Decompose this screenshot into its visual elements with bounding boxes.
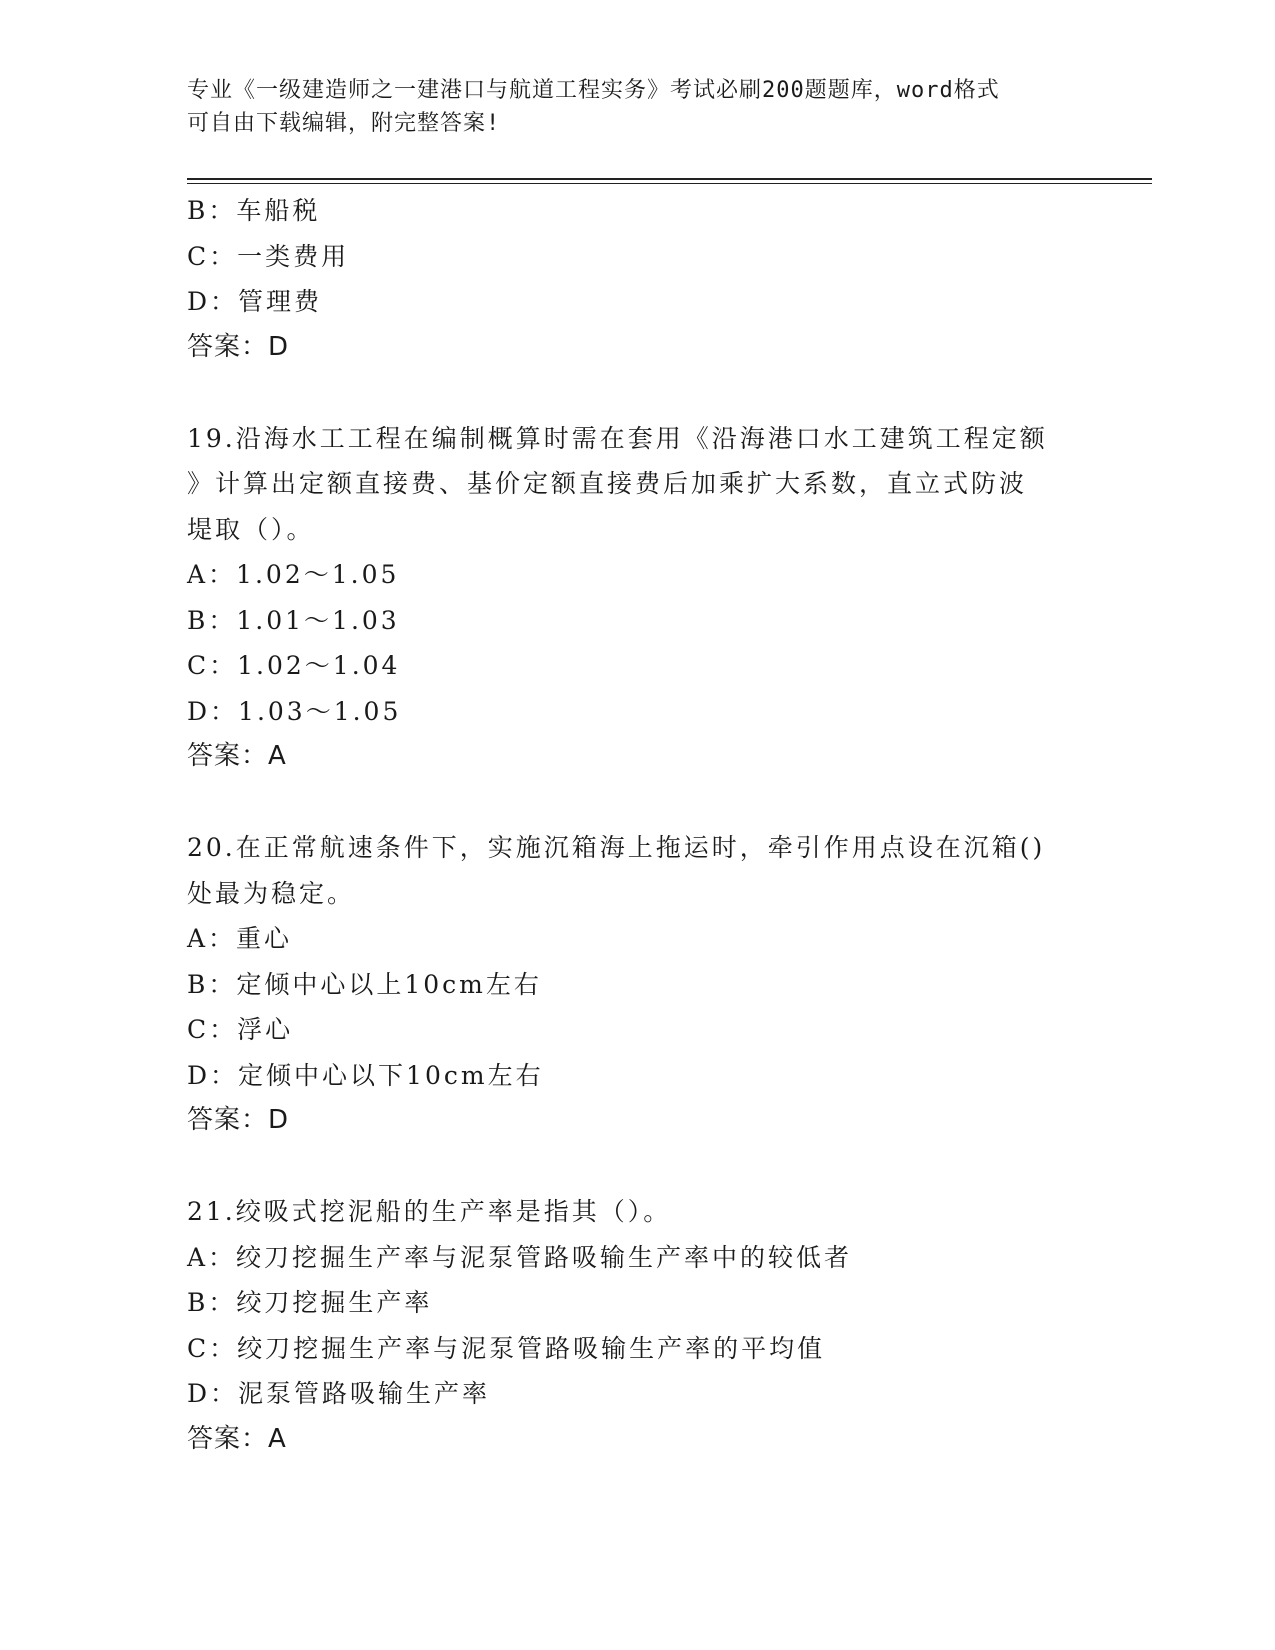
question-stem-line: 19.沿海水工工程在编制概算时需在套用《沿海港口水工建筑工程定额 xyxy=(187,423,1048,453)
option-c: C：浮心 xyxy=(187,1015,294,1044)
question-19 xyxy=(187,416,1087,780)
option-d: D：泥泵管路吸输生产率 xyxy=(187,1379,491,1408)
answer: 答案：D xyxy=(187,331,290,362)
option-c: C：一类费用 xyxy=(187,241,350,271)
option-c: C：绞刀挖掘生产率与泥泵管路吸输生产率的平均值 xyxy=(187,1333,826,1363)
question-stem-line: 》计算出定额直接费、基价定额直接费后加乘扩大系数，直立式防波 xyxy=(187,469,1028,498)
option-a: A：重心 xyxy=(187,924,293,953)
question-stem-line: 堤取（）。 xyxy=(187,514,315,544)
option-a: A：1.02～1.05 xyxy=(187,560,400,589)
question-18 xyxy=(187,188,1087,370)
header-line-1: 专业《一级建造师之一建港口与航道工程实务》考试必刷200题题库，word格式 xyxy=(187,78,1000,103)
option-c: C：1.02～1.04 xyxy=(187,651,401,680)
header-divider-thin xyxy=(187,183,1152,184)
question-stem-line: 21.绞吸式挖泥船的生产率是指其（）。 xyxy=(187,1197,672,1226)
option-a: A：绞刀挖掘生产率与泥泵管路吸输生产率中的较低者 xyxy=(187,1242,853,1272)
option-b: B：定倾中心以上10cm左右 xyxy=(187,969,542,999)
answer: 答案：A xyxy=(187,1423,287,1454)
question-stem-line: 20.在正常航速条件下，实施沉箱海上拖运时，牵引作用点设在沉箱() xyxy=(187,833,1046,862)
question-list xyxy=(187,188,1087,1462)
spacer xyxy=(187,370,1087,416)
document-header xyxy=(187,74,1087,140)
option-b: B：绞刀挖掘生产率 xyxy=(187,1288,433,1317)
spacer xyxy=(187,1144,1087,1190)
header-divider-thick xyxy=(187,178,1152,180)
header-line-2: 可自由下载编辑，附完整答案! xyxy=(187,111,501,136)
question-stem-line: 处最为稳定。 xyxy=(187,878,356,908)
answer: 答案：D xyxy=(187,1105,290,1135)
question-20 xyxy=(187,825,1087,1144)
question-21 xyxy=(187,1189,1087,1462)
option-b: B：车船税 xyxy=(187,196,321,225)
spacer xyxy=(187,780,1087,826)
answer: 答案：A xyxy=(187,741,287,771)
option-b: B：1.01～1.03 xyxy=(187,605,400,635)
option-d: D：定倾中心以下10cm左右 xyxy=(187,1060,544,1090)
option-d: D：管理费 xyxy=(187,287,323,316)
option-d: D：1.03～1.05 xyxy=(187,696,402,726)
